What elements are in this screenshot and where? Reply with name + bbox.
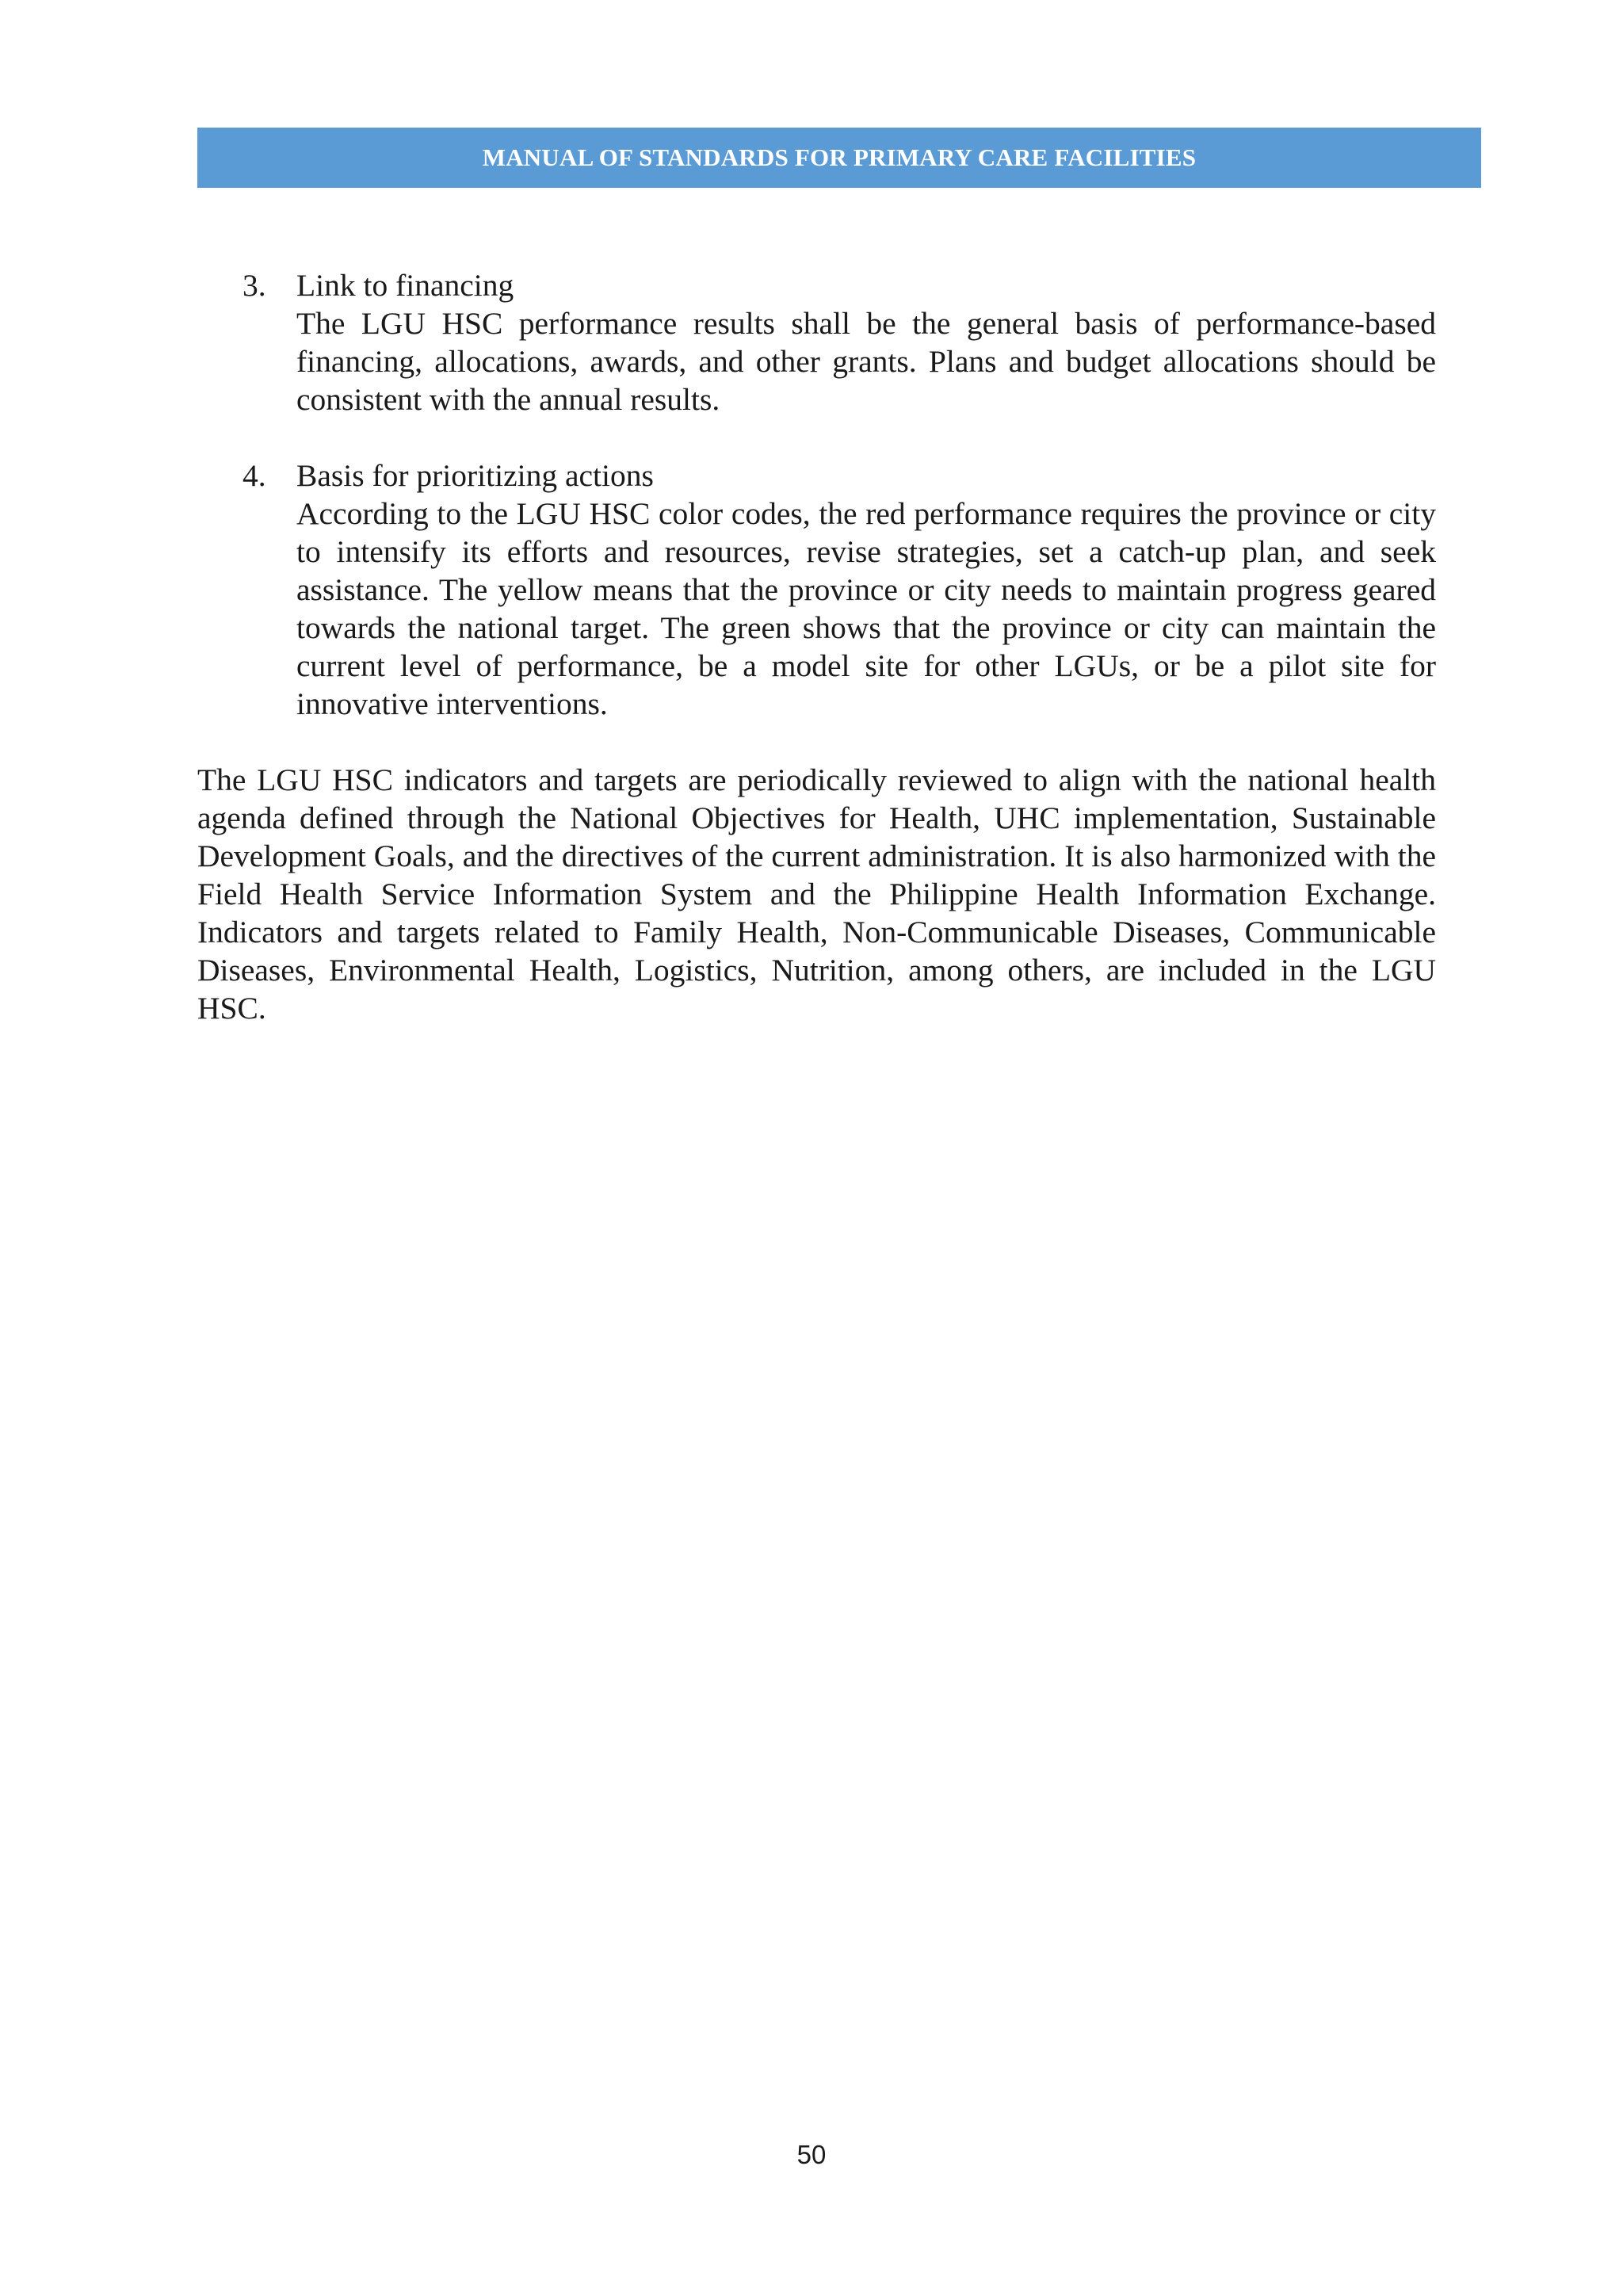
list-item-4 bbox=[197, 457, 1436, 723]
page-number: 50 bbox=[796, 2140, 827, 2169]
page-content bbox=[197, 266, 1436, 1027]
header-banner bbox=[197, 128, 1481, 188]
list-item-text: The LGU HSC performance results shall be the general basis of performance-based financing, allocations, awards, and other grants. Plans and budget allocations should be consistent with the annual results. bbox=[296, 306, 1436, 417]
list-item-number: 4. bbox=[242, 458, 266, 493]
body-paragraph: The LGU HSC indicators and targets are periodically reviewed to align with the national health agenda defined through the National Objectives for Health, UHC implementation, Sustainable Development Goals, and the directives of the current administration. It is also harmonized with the Field Health Service Information System and the Philippine Health Information Exchange. Indicators and targets related to Family Health, Non-Communicable Diseases, Communicable Diseases, Environmental Health, Logistics, Nutrition, among others, are included in the LGU HSC. bbox=[197, 762, 1436, 1026]
list-item-number: 3. bbox=[242, 268, 266, 303]
list-item-text: According to the LGU HSC color codes, the red performance requires the province or city to intensify its efforts and resources, revise strategies, set a catch-up plan, and seek assistance. The yellow means that the province or city needs to maintain progress geared towards the national target. The green shows that the province or city can maintain the current level of performance, be a model site for other LGUs, or be a pilot site for innovative interventions. bbox=[296, 496, 1436, 721]
document-title: MANUAL OF STANDARDS FOR PRIMARY CARE FACILITIES bbox=[482, 143, 1197, 171]
list-item-heading: Link to financing bbox=[296, 268, 514, 303]
list-item-3 bbox=[197, 266, 1436, 418]
list-item-heading: Basis for prioritizing actions bbox=[296, 458, 654, 493]
